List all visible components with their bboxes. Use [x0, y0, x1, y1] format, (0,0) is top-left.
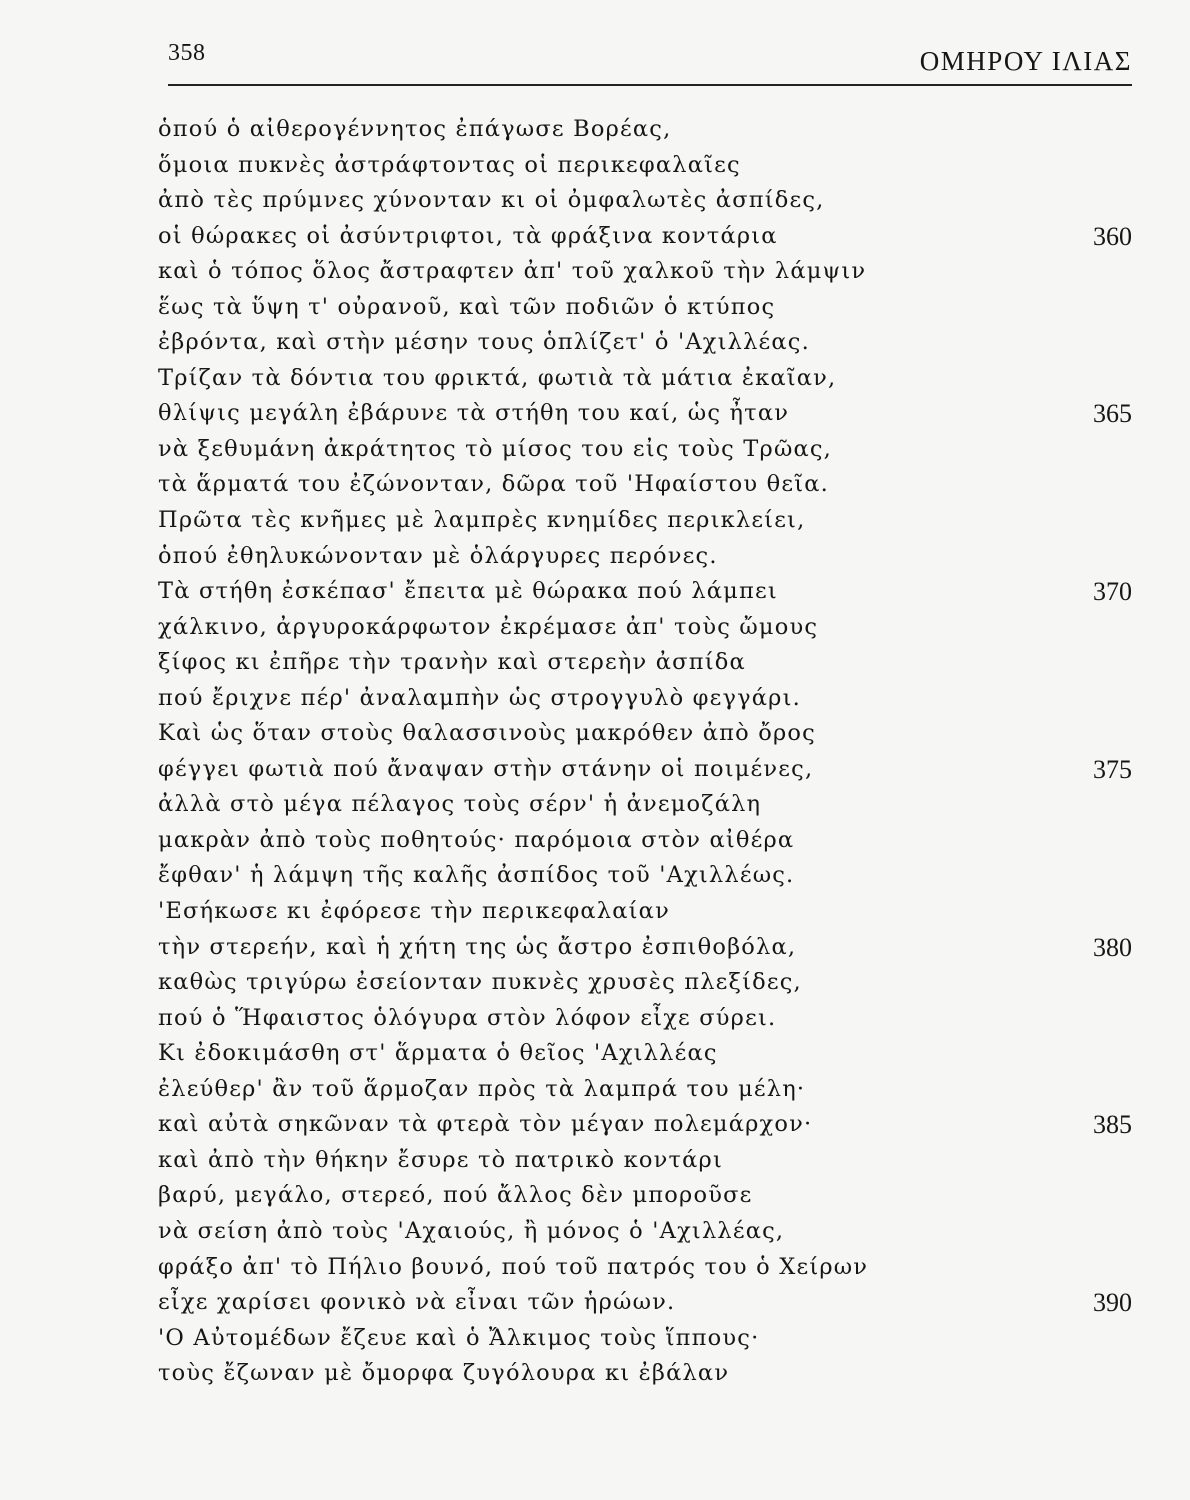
- verse-line: [158, 1143, 1138, 1179]
- verse-text: ἔφθαν' ἡ λάμψη τῆς καλῆς ἀσπίδος τοῦ 'Αχιλλέως.: [158, 862, 795, 889]
- verse-line: [158, 858, 1138, 894]
- line-number: 390: [1093, 1288, 1132, 1318]
- verse-text: θλίψις μεγάλη ἐβάρυνε τὰ στήθη του καί, ὡς ἦταν: [158, 400, 790, 427]
- verse-text: 'Εσήκωσε κι ἐφόρεσε τὴν περικεφαλαίαν: [158, 898, 670, 925]
- verse-line: [158, 361, 1138, 397]
- verse-text: καὶ αὐτὰ σηκῶναν τὰ φτερὰ τὸν μέγαν πολεμάρχον·: [158, 1111, 813, 1138]
- verse-text: τὰ ἅρματά του ἐζώνονταν, δῶρα τοῦ 'Ηφαίστου θεῖα.: [158, 471, 830, 498]
- verse-text: ἐλεύθερ' ἂν τοῦ ἅρμοζαν πρὸς τὰ λαμπρά του μέλη·: [158, 1075, 806, 1102]
- verse-line: [158, 787, 1138, 823]
- verse-line: [158, 254, 1138, 290]
- verse-text: μακρὰν ἀπὸ τοὺς ποθητούς· παρόμοια στὸν αἰθέρα: [158, 826, 795, 853]
- verse-text: 'Ο Αὐτομέδων ἔζευε καὶ ὁ Ἄλκιμος τοὺς ἵππους·: [158, 1324, 760, 1351]
- header-rule: [168, 84, 1132, 86]
- verse-text: ὅμοια πυκνὲς ἀστράφτοντας οἱ περικεφαλαῖες: [158, 151, 741, 178]
- line-number: 365: [1093, 399, 1132, 429]
- verse-text: ἀλλὰ στὸ μέγα πέλαγος τοὺς σέρν' ἡ ἀνεμοζάλη: [158, 791, 762, 818]
- verse-line: [158, 1107, 1138, 1143]
- verse-line: [158, 467, 1138, 503]
- verse-line: [158, 432, 1138, 468]
- verse-line: [158, 1321, 1138, 1357]
- verse-text: Τρίζαν τὰ δόντια του φρικτά, φωτιὰ τὰ μάτια ἐκαῖαν,: [158, 364, 837, 391]
- line-number: 385: [1093, 1110, 1132, 1140]
- running-title: ΟΜΗΡΟΥ ΙΛΙΑΣ: [919, 46, 1132, 76]
- verse-line: [158, 539, 1138, 575]
- page-header: [168, 40, 1132, 84]
- verse-line: [158, 1001, 1138, 1037]
- verse-line: [158, 219, 1138, 255]
- verse-text: καὶ ἀπὸ τὴν θήκην ἔσυρε τὸ πατρικὸ κοντάρι: [158, 1146, 723, 1173]
- verse-text: Κι ἐδοκιμάσθη στ' ἅρματα ὁ θεῖος 'Αχιλλέας: [158, 1040, 718, 1067]
- verse-line: [158, 1285, 1138, 1321]
- verse-line: [158, 610, 1138, 646]
- verse-text: χάλκινο, ἀργυροκάρφωτον ἐκρέμασε ἀπ' τοὺς ὤμους: [158, 613, 819, 640]
- verse-line: [158, 574, 1138, 610]
- verse-line: [158, 1214, 1138, 1250]
- verse-text: φράξο ἀπ' τὸ Πήλιο βουνό, πού τοῦ πατρός του ὁ Χείρων: [158, 1253, 869, 1280]
- verse-list: [158, 112, 1138, 1392]
- verse-line: [158, 396, 1138, 432]
- verse-line: [158, 325, 1138, 361]
- verse-text: ἐβρόντα, καὶ στὴν μέσην τους ὁπλίζετ' ὁ 'Αχιλλέας.: [158, 329, 810, 356]
- verse-text: ἕως τὰ ὕψη τ' οὐρανοῦ, καὶ τῶν ποδιῶν ὁ κτύπος: [158, 293, 776, 320]
- verse-line: [158, 681, 1138, 717]
- verse-text: φέγγει φωτιὰ πού ἄναψαν στὴν στάνην οἱ ποιμένες,: [158, 755, 814, 782]
- line-number: 375: [1093, 754, 1132, 784]
- verse-text: εἶχε χαρίσει φονικὸ νὰ εἶναι τῶν ἡρώων.: [158, 1289, 676, 1316]
- line-number: 370: [1093, 577, 1132, 607]
- verse-text: Καὶ ὡς ὅταν στοὺς θαλασσινοὺς μακρόθεν ἀπὸ ὄρος: [158, 720, 816, 747]
- verse-line: [158, 930, 1138, 966]
- verse-text: βαρύ, μεγάλο, στερεό, πού ἄλλος δὲν μποροῦσε: [158, 1182, 753, 1209]
- verse-line: [158, 716, 1138, 752]
- verse-line: [158, 894, 1138, 930]
- verse-line: [158, 1356, 1138, 1392]
- verse-line: [158, 148, 1138, 184]
- verse-text: νὰ ξεθυμάνη ἀκράτητος τὸ μίσος του εἰς τοὺς Τρῶας,: [158, 435, 833, 462]
- line-number: 380: [1093, 932, 1132, 962]
- verse-text: καθὼς τριγύρω ἐσείονταν πυκνὲς χρυσὲς πλεξίδες,: [158, 969, 802, 996]
- verse-text: ξίφος κι ἐπῆρε τὴν τρανὴν καὶ στερεὴν ἀσπίδα: [158, 649, 746, 676]
- line-number: 360: [1093, 221, 1132, 251]
- verse-text: Πρῶτα τὲς κνῆμες μὲ λαμπρὲς κνημίδες περικλείει,: [158, 507, 806, 534]
- verse-line: [158, 752, 1138, 788]
- verse-line: [158, 183, 1138, 219]
- verse-text: τὴν στερεήν, καὶ ἡ χήτη της ὡς ἄστρο ἐσπιθοβόλα,: [158, 933, 797, 960]
- verse-text: καὶ ὁ τόπος ὅλος ἄστραφτεν ἀπ' τοῦ χαλκοῦ τὴν λάμψιν: [158, 258, 867, 285]
- verse-line: [158, 645, 1138, 681]
- verse-text: τοὺς ἔζωναν μὲ ὄμορφα ζυγόλουρα κι ἐβάλαν: [158, 1360, 730, 1387]
- verse-text: ὁπού ἐθηλυκώνονταν μὲ ὁλάργυρες περόνες.: [158, 542, 718, 569]
- verse-line: [158, 1178, 1138, 1214]
- verse-text: πού ἔριχνε πέρ' ἀναλαμπὴν ὡς στρογγυλὸ φεγγάρι.: [158, 684, 801, 711]
- verse-text: ὁπού ὁ αἰθερογέννητος ἐπάγωσε Βορέας,: [158, 116, 672, 142]
- page-number: 358: [168, 40, 206, 66]
- verse-text: οἱ θώρακες οἱ ἀσύντριφτοι, τὰ φράξινα κοντάρια: [158, 222, 778, 249]
- verse-line: [158, 1036, 1138, 1072]
- verse-text: νὰ σείση ἀπὸ τοὺς 'Αχαιούς, ἢ μόνος ὁ 'Αχιλλέας,: [158, 1217, 785, 1244]
- verse-line: [158, 112, 1138, 148]
- verse-text: πού ὁ Ἥφαιστος ὁλόγυρα στὸν λόφον εἶχε σύρει.: [158, 1004, 777, 1031]
- verse-line: [158, 1072, 1138, 1108]
- verse-line: [158, 965, 1138, 1001]
- verse-text: Τὰ στήθη ἐσκέπασ' ἔπειτα μὲ θώρακα πού λάμπει: [158, 578, 778, 605]
- verse-line: [158, 823, 1138, 859]
- verse-line: [158, 290, 1138, 326]
- verse-line: [158, 503, 1138, 539]
- verse-text: ἀπὸ τὲς πρύμνες χύνονταν κι οἱ ὀμφαλωτὲς ἀσπίδες,: [158, 187, 825, 214]
- verse-line: [158, 1250, 1138, 1286]
